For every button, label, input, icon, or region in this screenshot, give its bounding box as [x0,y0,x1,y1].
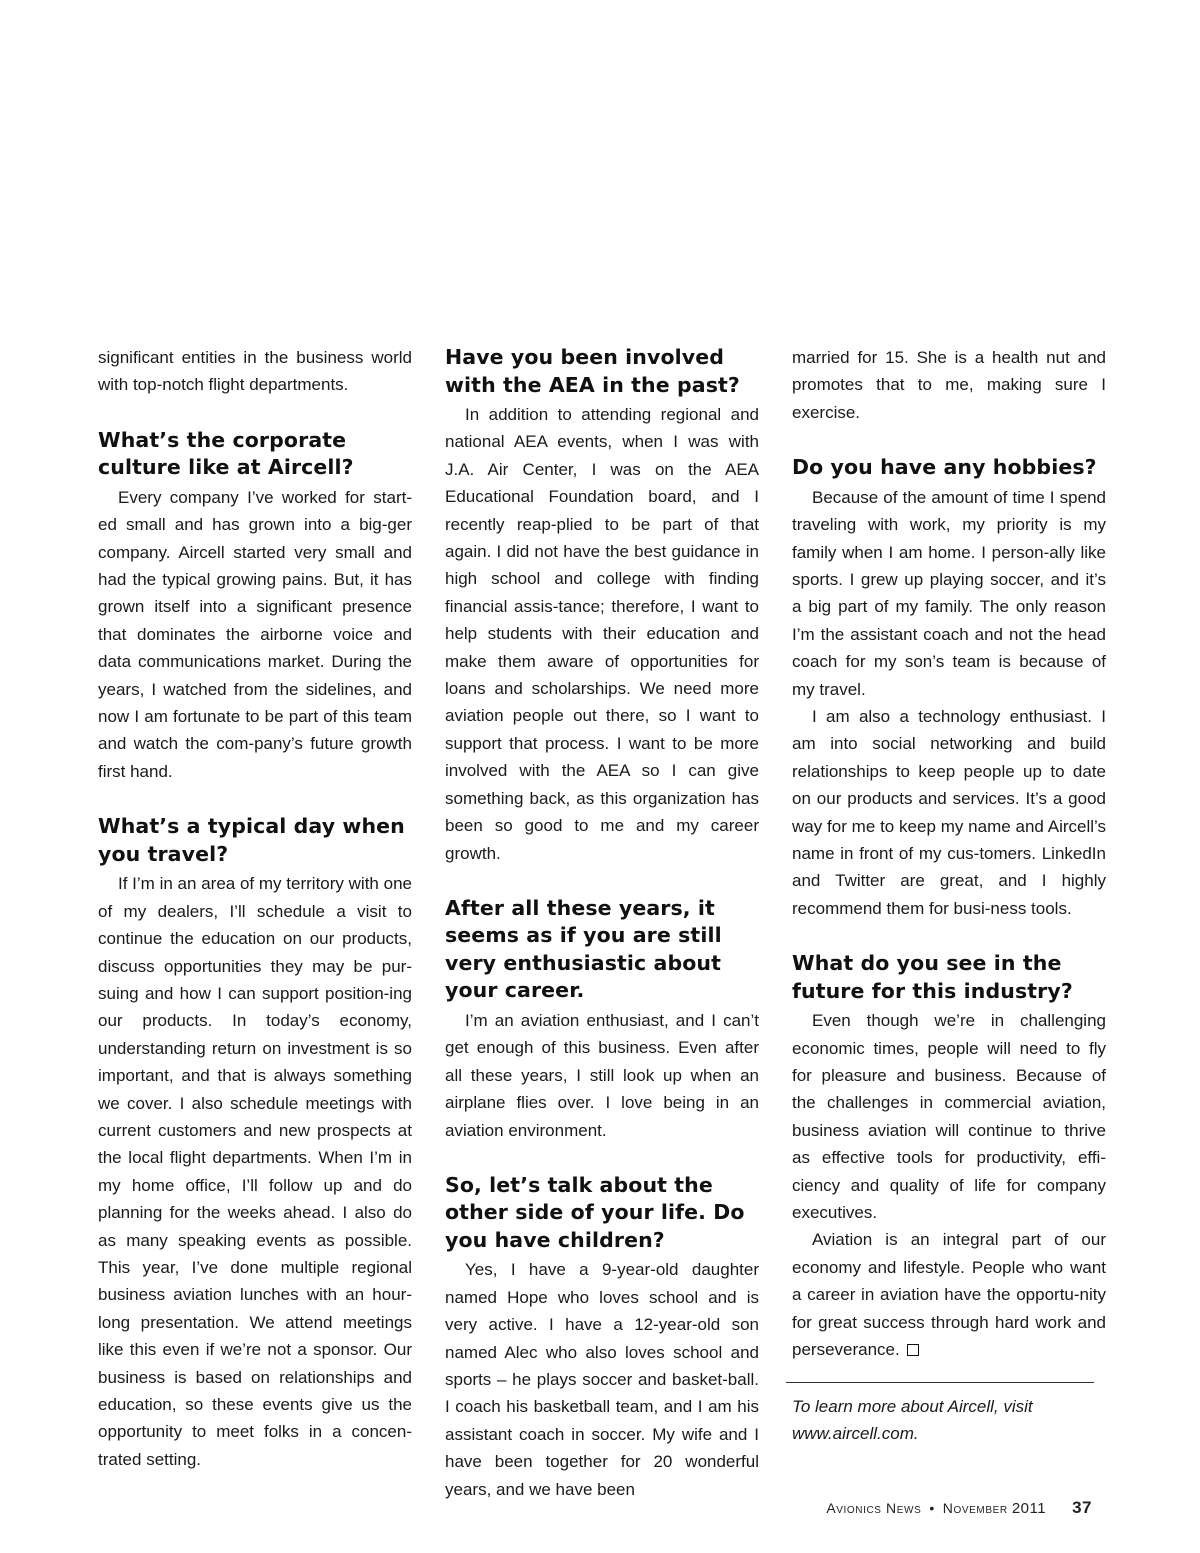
issue-month: November [942,1500,1008,1516]
answer-hobbies-paragraph-1: Because of the amount of time I spend traveling with work, my priority is my family when I am home. I person-ally like sports. I grew up playing soccer, and it’s a big part of my family. The only reason I’m the assistant coach and not the head coach for my son’s team is because of my travel. [792,487,1106,699]
answer-industry-future-paragraph-1: Even though we’re in challenging economic times, people will need to fly for pleasure and business. Because of the challenges in commercial aviation, business aviation will continue to thrive as effective tools for productivity, effi-ciency and quality of life for company executives. [792,1011,1106,1223]
answer-enthusiasm: I’m an aviation enthusiast, and I can’t get enough of this business. Even after all these years, I still look up when an airplane flies over. I love being in an aviation environment. [445,1010,759,1140]
column-3-intro: married for 15. She is a health nut and promotes that to me, making sure I exercise. [792,348,1106,422]
answer-children: Yes, I have a 9-year-old daughter named Hope who loves school and is very active. I have a 12-year-old son named Alec who also loves school and sports – he plays soccer and basket-ball. I coach his basketball team, and I am his assistant coach in soccer. My wife and I have been together for 20 wonderful years, and we have been [445,1260,759,1499]
answer-corporate-culture: Every company I’ve worked for start-ed small and has grown into a big-ger company. Aircell started very small and had the typical growing pains. But, it has grown itself into a significant presence that dominates the airborne voice and data communications market. During the years, I watched from the sidelines, and now I am fortunate to be part of this team and watch the com-pany’s future growth first hand. [98,487,412,781]
article-column-3 [792,344,1106,1447]
end-of-article-box-icon [907,1344,919,1356]
answer-hobbies-paragraph-2: I am also a technology enthusiast. I am into social networking and build relationships to keep people up to date on our products and services. It’s a good way for me to keep my name and Aircell’s name in front of my cus-tomers. LinkedIn and Twitter are great, and I highly recommend them for busi-ness tools. [792,706,1106,918]
closing-note-line-1: To learn more about Aircell, visit [792,1396,1033,1416]
answer-industry-future-paragraph-2 [792,1226,1106,1363]
question-heading-aea-involvement: Have you been involved with the AEA in the past? [445,345,740,397]
page-number: 37 [1072,1498,1092,1517]
website-link[interactable]: www.aircell.com. [792,1423,919,1443]
question-heading-corporate-culture: What’s the corporate culture like at Aircell? [98,427,354,480]
article-column-2 [445,344,759,1503]
article-column-1 [98,344,412,1473]
answer-typical-day: If I’m in an area of my territory with one of my dealers, I’ll schedule a visit to continue the education on our products, discuss opportunities they may be pur-suing and how I can support position-ing our products. In today’s economy, understanding return on investment is so important, and that is always something we cover. I also schedule meetings with current customers and new prospects at the local flight departments. When I’m in my home office, I’ll follow up and do planning for the weeks ahead. I also do as many speaking events as possible. This year, I’ve done multiple regional business aviation lunches with an hour-long presentation. We attend meetings like this even if we’re not a sponsor. Our business is based on relationships and education, so these events give us the opportunity to meet folks in a concen-trated setting. [98,874,412,1469]
question-heading-hobbies: Do you have any hobbies? [792,455,1097,480]
final-paragraph-text: Aviation is an integral part of our economy and lifestyle. People who want a career in aviation have the opportu-nity for great success through hard work and perseverance. [792,1230,1106,1360]
question-heading-children: So, let’s talk about the other side of your life. Do you have children? [445,1172,745,1252]
closing-divider [786,1382,1094,1383]
footer-separator: • [929,1500,935,1516]
closing-note [792,1393,1106,1448]
page-footer [826,1498,1092,1518]
question-heading-typical-day: What’s a typical day when you travel? [98,814,405,866]
question-heading-enthusiasm: After all these years, it seems as if you are still very enthusiastic about your career. [445,895,722,1003]
issue-year: 2011 [1011,1500,1047,1517]
answer-aea-involvement: In addition to attending regional and national AEA events, when I was with J.A. Air Center, I was on the AEA Educational Foundation board, and I recently reap-plied to be part of that again. I did not have the best guidance in high school and college with finding financial assis-tance; therefore, I want to help students with their education and make them aware of opportunities for loans and scholarships. We need more aviation people out there, so I want to support that process. I want to be more involved with the AEA so I can give something back, as this organization has been so good to me and my career growth. [445,405,759,863]
question-heading-industry-future: What do you see in the future for this industry? [792,951,1073,1003]
publication-name: Avionics News [826,1500,922,1516]
column-1-intro: significant entities in the business world with top-notch flight departments. [98,348,412,395]
